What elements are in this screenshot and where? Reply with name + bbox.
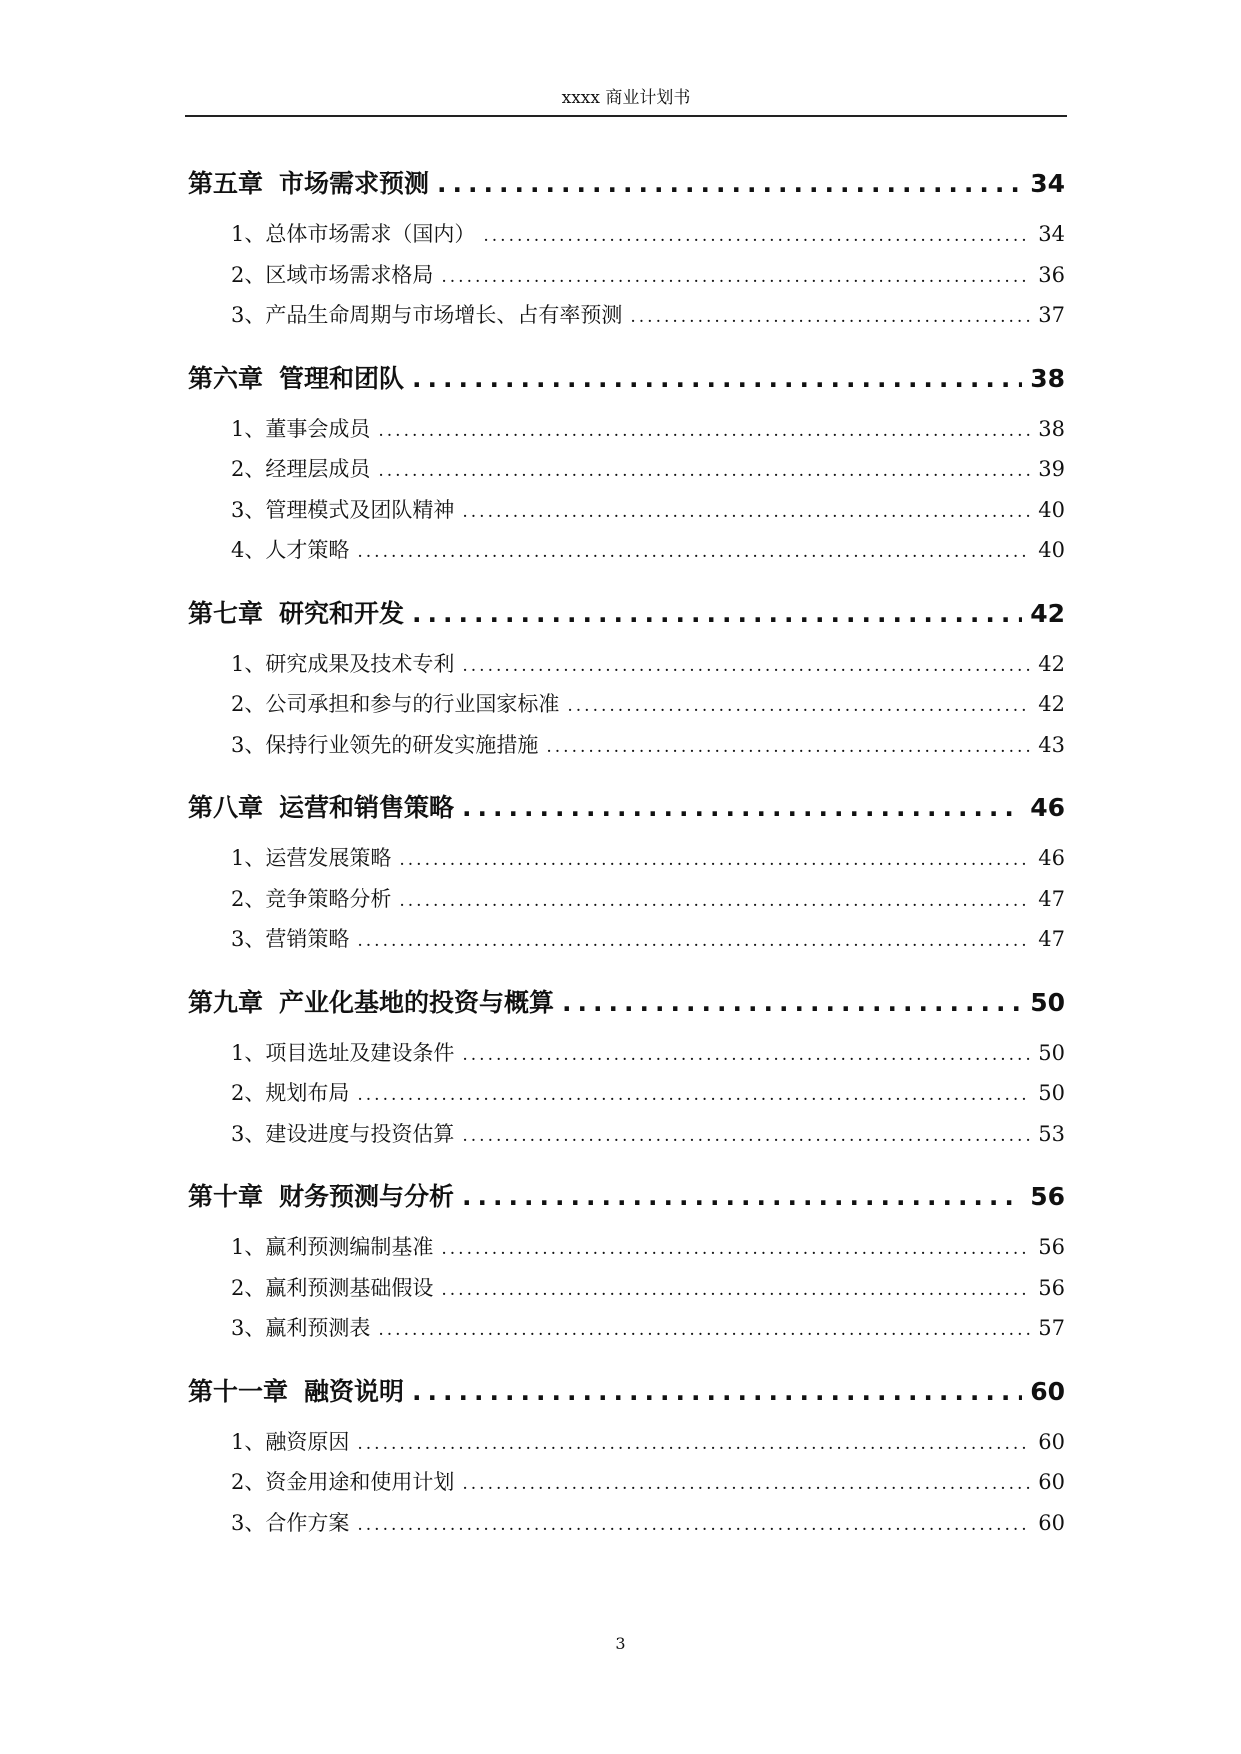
chapter-heading[interactable]: [188, 1173, 1065, 1221]
section-page-number: 37: [1038, 303, 1065, 327]
header-rule: [185, 115, 1067, 117]
section-page-number: 42: [1038, 692, 1065, 716]
section-title: 3、合作方案: [231, 1510, 350, 1535]
dot-leader: [630, 297, 1030, 338]
section-title: 1、运营发展策略: [231, 846, 392, 870]
dot-leader: [441, 1270, 1030, 1311]
chapter-title: 财务预测与分析: [279, 1182, 455, 1211]
toc-section-entry[interactable]: [188, 255, 1065, 296]
dot-leader: [357, 532, 1030, 573]
section-title: 2、资金用途和使用计划: [231, 1470, 455, 1494]
section-page-number: 50: [1038, 1081, 1065, 1105]
dot-leader: [357, 921, 1030, 962]
chapter-title: 融资说明: [304, 1376, 405, 1406]
toc-section-entry[interactable]: [188, 295, 1065, 336]
toc-section-entry[interactable]: [188, 530, 1065, 571]
section-page-number: 53: [1038, 1121, 1065, 1146]
section-page-number: 60: [1038, 1510, 1065, 1535]
section-title: 1、融资原因: [231, 1429, 350, 1454]
section-title: 2、区域市场需求格局: [231, 262, 434, 287]
section-page-number: 57: [1038, 1316, 1065, 1340]
chapter-heading[interactable]: [188, 590, 1065, 638]
dot-leader: [357, 1505, 1030, 1546]
chapter-title: 产业化基地的投资与概算: [279, 987, 555, 1017]
chapter-heading[interactable]: [188, 355, 1065, 403]
section-title: 2、赢利预测基础假设: [231, 1275, 434, 1300]
dot-leader: [357, 1075, 1030, 1116]
section-page-number: 43: [1038, 732, 1065, 757]
chapter-page-number: 50: [1030, 987, 1065, 1017]
section-title: 3、赢利预测表: [231, 1316, 371, 1340]
chapter-number: 第九章: [188, 987, 264, 1017]
toc-section-entry[interactable]: [188, 1422, 1065, 1463]
toc-section-entry[interactable]: [188, 1073, 1065, 1114]
toc-section-entry[interactable]: [188, 490, 1065, 531]
page-header: xxxx 商业计划书: [561, 88, 691, 108]
chapter-page-number: 60: [1030, 1376, 1065, 1406]
dot-leader: [412, 355, 1022, 403]
toc-section-entry[interactable]: [188, 1308, 1065, 1349]
toc-section-entry[interactable]: [188, 214, 1065, 255]
page-number-footer: 3: [615, 1634, 626, 1653]
section-title: 3、建设进度与投资估算: [231, 1121, 455, 1146]
chapter-title: 管理和团队: [279, 363, 405, 393]
dot-leader: [567, 686, 1030, 727]
section-title: 2、规划布局: [231, 1081, 350, 1105]
chapter-page-number: 34: [1030, 169, 1065, 198]
dot-leader: [437, 160, 1022, 208]
dot-leader: [378, 451, 1030, 492]
dot-leader: [462, 1464, 1030, 1505]
chapter-heading[interactable]: [188, 979, 1065, 1027]
dot-leader: [378, 1310, 1030, 1351]
chapter-number: 第五章: [188, 169, 264, 198]
chapter-title: 运营和销售策略: [279, 793, 455, 822]
dot-leader: [378, 411, 1030, 452]
chapter-number: 第十一章: [188, 1376, 289, 1406]
table-of-contents: [188, 160, 1065, 1543]
chapter-number: 第八章: [188, 793, 264, 822]
toc-section-entry[interactable]: [188, 1033, 1065, 1074]
chapter-title: 研究和开发: [279, 598, 405, 628]
toc-section-entry[interactable]: [188, 684, 1065, 725]
dot-leader: [462, 646, 1030, 687]
section-title: 1、董事会成员: [231, 416, 371, 441]
section-title: 1、总体市场需求（国内）: [231, 222, 476, 246]
toc-chapter-8: [188, 784, 1065, 960]
dot-leader: [483, 216, 1030, 257]
section-page-number: 38: [1038, 416, 1065, 441]
section-title: 1、项目选址及建设条件: [231, 1040, 455, 1065]
section-page-number: 36: [1038, 262, 1065, 287]
section-page-number: 47: [1038, 927, 1065, 951]
dot-leader: [462, 1116, 1030, 1157]
dot-leader: [462, 492, 1030, 533]
dot-leader: [412, 590, 1022, 638]
section-title: 1、赢利预测编制基准: [231, 1235, 434, 1259]
section-page-number: 40: [1038, 538, 1065, 562]
toc-section-entry[interactable]: [188, 449, 1065, 490]
section-title: 3、营销策略: [231, 927, 350, 951]
section-page-number: 56: [1038, 1235, 1065, 1259]
section-title: 3、管理模式及团队精神: [231, 497, 455, 522]
section-title: 3、产品生命周期与市场增长、占有率预测: [231, 303, 623, 327]
dot-leader: [462, 1035, 1030, 1076]
toc-chapter-5: [188, 160, 1065, 336]
section-page-number: 39: [1038, 457, 1065, 481]
section-page-number: 42: [1038, 651, 1065, 676]
section-page-number: 60: [1038, 1470, 1065, 1494]
chapter-heading[interactable]: [188, 160, 1065, 208]
toc-section-entry[interactable]: [188, 919, 1065, 960]
section-page-number: 47: [1038, 886, 1065, 911]
toc-section-entry[interactable]: [188, 644, 1065, 685]
toc-section-entry[interactable]: [188, 1268, 1065, 1309]
toc-chapter-7: [188, 590, 1065, 766]
section-page-number: 46: [1038, 846, 1065, 870]
toc-section-entry[interactable]: [188, 1503, 1065, 1544]
section-page-number: 34: [1038, 222, 1065, 246]
section-title: 2、经理层成员: [231, 457, 371, 481]
toc-section-entry[interactable]: [188, 1114, 1065, 1155]
section-page-number: 60: [1038, 1429, 1065, 1454]
toc-section-entry[interactable]: [188, 725, 1065, 766]
chapter-page-number: 42: [1030, 598, 1065, 628]
section-page-number: 40: [1038, 497, 1065, 522]
section-page-number: 56: [1038, 1275, 1065, 1300]
toc-chapter-6: [188, 355, 1065, 571]
chapter-page-number: 56: [1030, 1182, 1065, 1211]
dot-leader: [441, 257, 1030, 298]
dot-leader: [562, 979, 1022, 1027]
chapter-number: 第七章: [188, 598, 264, 628]
section-title: 2、公司承担和参与的行业国家标准: [231, 692, 560, 716]
chapter-title: 市场需求预测: [279, 169, 430, 198]
dot-leader: [441, 1229, 1030, 1270]
toc-section-entry[interactable]: [188, 409, 1065, 450]
section-page-number: 50: [1038, 1040, 1065, 1065]
toc-chapter-9: [188, 979, 1065, 1155]
dot-leader: [462, 1173, 1022, 1221]
section-title: 2、竞争策略分析: [231, 886, 392, 911]
chapter-page-number: 46: [1030, 793, 1065, 822]
dot-leader: [412, 1368, 1022, 1416]
toc-section-entry[interactable]: [188, 1462, 1065, 1503]
dot-leader: [399, 840, 1030, 881]
toc-section-entry[interactable]: [188, 838, 1065, 879]
section-title: 4、人才策略: [231, 538, 350, 562]
chapter-heading[interactable]: [188, 784, 1065, 832]
dot-leader: [399, 881, 1030, 922]
toc-chapter-10: [188, 1173, 1065, 1349]
toc-chapter-11: [188, 1368, 1065, 1544]
section-title: 1、研究成果及技术专利: [231, 651, 455, 676]
chapter-number: 第六章: [188, 363, 264, 393]
dot-leader: [357, 1424, 1030, 1465]
chapter-heading[interactable]: [188, 1368, 1065, 1416]
chapter-page-number: 38: [1030, 363, 1065, 393]
dot-leader: [462, 784, 1022, 832]
toc-section-entry[interactable]: [188, 1227, 1065, 1268]
chapter-number: 第十章: [188, 1182, 264, 1211]
dot-leader: [546, 727, 1030, 768]
toc-section-entry[interactable]: [188, 879, 1065, 920]
section-title: 3、保持行业领先的研发实施措施: [231, 732, 539, 757]
